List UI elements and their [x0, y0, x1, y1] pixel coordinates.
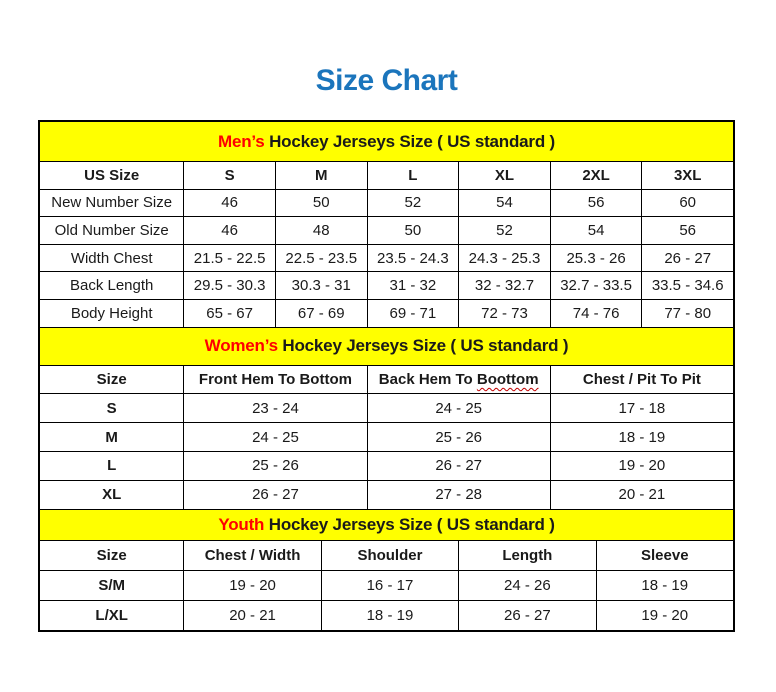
- column-header: Sleeve: [596, 540, 733, 570]
- table-row: [40, 451, 734, 480]
- size-value: 30.3 - 31: [275, 272, 367, 300]
- row-label: S/M: [40, 570, 184, 600]
- size-value: 19 - 20: [550, 451, 733, 480]
- size-value: 16 - 17: [321, 570, 458, 600]
- size-value: 23.5 - 24.3: [367, 244, 459, 272]
- size-value: 18 - 19: [321, 601, 458, 631]
- size-value: 20 - 21: [550, 480, 733, 509]
- size-value: 74 - 76: [550, 299, 642, 327]
- table-row: [40, 423, 734, 452]
- column-header: 3XL: [642, 162, 734, 190]
- size-value: 56: [642, 217, 734, 245]
- misspelled-word: Boottom: [476, 370, 539, 388]
- row-label: Width Chest: [40, 244, 184, 272]
- size-value: 31 - 32: [367, 272, 459, 300]
- column-header: S: [184, 162, 276, 190]
- youth-banner-text: Hockey Jerseys Size ( US standard ): [264, 514, 555, 534]
- table-row: [40, 299, 734, 327]
- youth-table-body: [40, 570, 734, 631]
- size-value: 50: [367, 217, 459, 245]
- row-label: New Number Size: [40, 189, 184, 217]
- size-value: 27 - 28: [367, 480, 550, 509]
- row-label: L: [40, 451, 184, 480]
- column-header: L: [367, 162, 459, 190]
- size-value: 54: [550, 217, 642, 245]
- table-row: [40, 480, 734, 509]
- womens-header-row: [40, 365, 734, 394]
- table-row: [40, 570, 734, 600]
- size-value: 56: [550, 189, 642, 217]
- womens-banner: [40, 327, 734, 365]
- size-value: 21.5 - 22.5: [184, 244, 276, 272]
- size-value: 25 - 26: [367, 423, 550, 452]
- table-row: [40, 601, 734, 631]
- youth-banner: [40, 509, 734, 540]
- youth-banner-highlight: Youth: [218, 514, 265, 534]
- mens-size-table: [39, 121, 734, 328]
- mens-banner-text: Hockey Jerseys Size ( US standard ): [264, 131, 555, 151]
- size-value: 24 - 25: [184, 423, 367, 452]
- size-value: 46: [184, 189, 276, 217]
- womens-table-body: [40, 394, 734, 509]
- size-value: 52: [459, 217, 551, 245]
- size-value: 72 - 73: [459, 299, 551, 327]
- row-label: Body Height: [40, 299, 184, 327]
- column-header: Size: [40, 540, 184, 570]
- column-header-text: Back Hem To: [378, 370, 477, 388]
- size-value: 18 - 19: [596, 570, 733, 600]
- page-title: Size Chart: [315, 64, 458, 97]
- column-header: Front Hem To Bottom: [184, 365, 367, 394]
- size-value: 77 - 80: [642, 299, 734, 327]
- size-value: 32 - 32.7: [459, 272, 551, 300]
- youth-header-row: [40, 540, 734, 570]
- size-value: 25 - 26: [184, 451, 367, 480]
- column-header: Length: [459, 540, 596, 570]
- womens-banner-highlight: Women’s: [204, 336, 278, 356]
- size-value: 29.5 - 30.3: [184, 272, 276, 300]
- mens-table-body: [40, 189, 734, 327]
- size-value: 18 - 19: [550, 423, 733, 452]
- column-header: Chest / Width: [184, 540, 321, 570]
- size-value: 24 - 25: [367, 394, 550, 423]
- size-value: 33.5 - 34.6: [642, 272, 734, 300]
- mens-banner-row: [40, 122, 734, 162]
- size-value: 19 - 20: [596, 601, 733, 631]
- size-value: 26 - 27: [367, 451, 550, 480]
- table-row: [40, 394, 734, 423]
- row-label: S: [40, 394, 184, 423]
- size-value: 23 - 24: [184, 394, 367, 423]
- table-row: [40, 244, 734, 272]
- size-value: 24 - 26: [459, 570, 596, 600]
- mens-banner: [40, 122, 734, 162]
- column-header: Size: [40, 365, 184, 394]
- size-value: 60: [642, 189, 734, 217]
- column-header: [367, 365, 550, 394]
- size-value: 46: [184, 217, 276, 245]
- table-row: [40, 272, 734, 300]
- column-header: 2XL: [550, 162, 642, 190]
- size-value: 48: [275, 217, 367, 245]
- size-value: 20 - 21: [184, 601, 321, 631]
- column-header: Chest / Pit To Pit: [550, 365, 733, 394]
- size-value: 32.7 - 33.5: [550, 272, 642, 300]
- womens-banner-text: Hockey Jerseys Size ( US standard ): [277, 336, 569, 356]
- size-value: 26 - 27: [459, 601, 596, 631]
- mens-header-row: [40, 162, 734, 190]
- womens-size-table: [39, 327, 734, 510]
- youth-size-table: [39, 509, 734, 632]
- row-label: XL: [40, 480, 184, 509]
- row-label: L/XL: [40, 601, 184, 631]
- size-value: 19 - 20: [184, 570, 321, 600]
- size-value: 24.3 - 25.3: [459, 244, 551, 272]
- size-value: 26 - 27: [642, 244, 734, 272]
- table-row: [40, 189, 734, 217]
- size-value: 50: [275, 189, 367, 217]
- mens-banner-highlight: Men’s: [218, 131, 265, 151]
- row-label: M: [40, 423, 184, 452]
- column-header: Shoulder: [321, 540, 458, 570]
- size-value: 52: [367, 189, 459, 217]
- womens-banner-row: [40, 327, 734, 365]
- size-value: 26 - 27: [184, 480, 367, 509]
- size-value: 67 - 69: [275, 299, 367, 327]
- table-row: [40, 217, 734, 245]
- size-chart: [38, 120, 735, 632]
- size-value: 65 - 67: [184, 299, 276, 327]
- column-header: US Size: [40, 162, 184, 190]
- row-label: Back Length: [40, 272, 184, 300]
- size-value: 54: [459, 189, 551, 217]
- column-header: M: [275, 162, 367, 190]
- row-label: Old Number Size: [40, 217, 184, 245]
- size-value: 22.5 - 23.5: [275, 244, 367, 272]
- youth-banner-row: [40, 509, 734, 540]
- size-value: 17 - 18: [550, 394, 733, 423]
- column-header: XL: [459, 162, 551, 190]
- size-value: 25.3 - 26: [550, 244, 642, 272]
- size-value: 69 - 71: [367, 299, 459, 327]
